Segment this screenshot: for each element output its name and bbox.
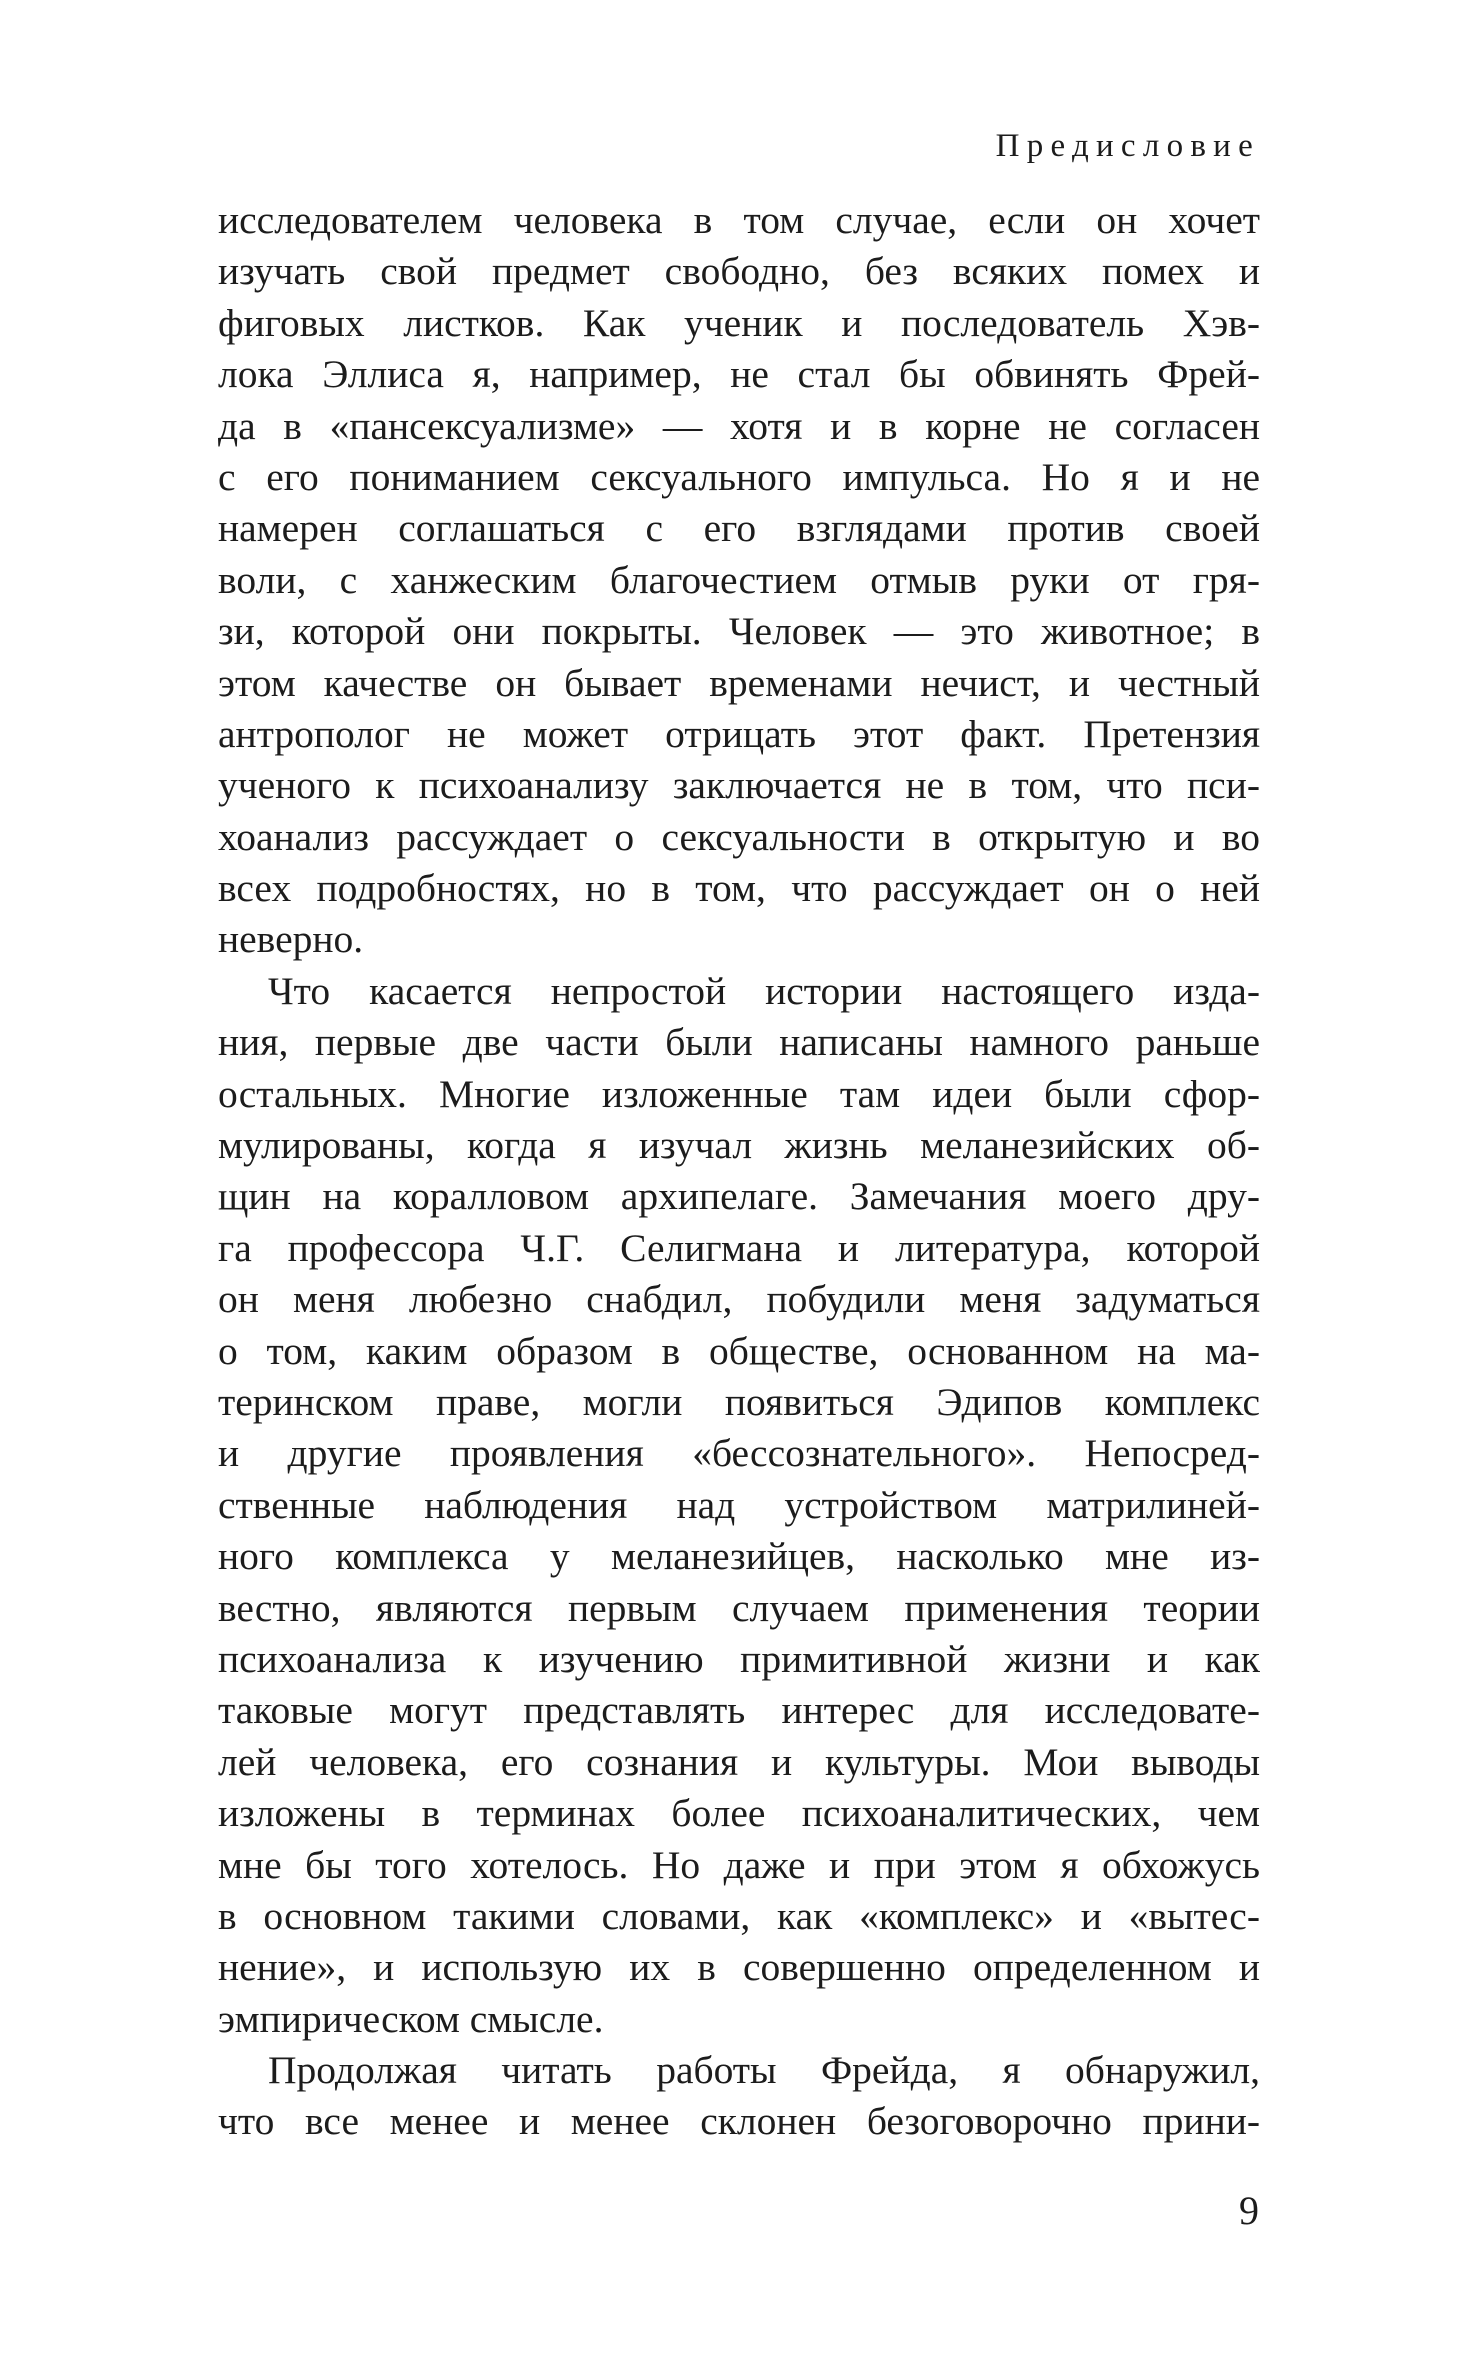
- text-line: да в «пансексуализме» — хотя и в корне не согласен: [218, 403, 1260, 448]
- text-line: неверно.: [218, 917, 364, 962]
- text-line: воли, с ханжеским благочестием отмыв руки от гря-: [218, 557, 1260, 602]
- text-line: мне бы того хотелось. Но даже и при этом я обхожусь: [218, 1842, 1260, 1887]
- text-line: с его пониманием сексуального импульса. Но я и не: [218, 454, 1260, 499]
- text-line: лей человека, его сознания и культуры. Мои выводы: [218, 1739, 1260, 1784]
- text-line: ния, первые две части были написаны намного раньше: [218, 1020, 1260, 1065]
- text-line: Продолжая читать работы Фрейда, я обнаружил,: [268, 2048, 1260, 2093]
- text-line: ственные наблюдения над устройством матрилиней-: [218, 1482, 1260, 1527]
- text-line: остальных. Многие изложенные там идеи были сфор-: [218, 1071, 1260, 1116]
- text-line: зи, которой они покрыты. Человек — это животное; в: [218, 609, 1260, 654]
- text-line: нение», и использую их в совершенно определенном и: [218, 1945, 1260, 1990]
- text-line: этом качестве он бывает временами нечист, и честный: [218, 660, 1260, 705]
- text-line: Что касается непростой истории настоящего изда-: [268, 968, 1260, 1013]
- page-number: 9: [1239, 2188, 1259, 2233]
- running-head-title: Предисловие: [995, 128, 1260, 164]
- text-line: он меня любезно снабдил, побудили меня задуматься: [218, 1277, 1260, 1322]
- text-line: исследователем человека в том случае, если он хочет: [218, 198, 1260, 242]
- text-line: антрополог не может отрицать этот факт. Претензия: [218, 711, 1260, 756]
- text-line: в основном такими словами, как «комплекс» и «вытес-: [218, 1893, 1260, 1938]
- text-line: всех подробностях, но в том, что рассуждает он о ней: [218, 866, 1260, 911]
- text-line: щин на коралловом архипелаге. Замечания моего дру-: [218, 1174, 1260, 1219]
- text-line: ученого к психоанализу заключается не в том, что пси-: [218, 763, 1260, 808]
- text-line: психоанализа к изучению примитивной жизни и как: [218, 1636, 1260, 1681]
- text-line: мулированы, когда я изучал жизнь меланезийских об-: [218, 1123, 1260, 1168]
- text-line: о том, каким образом в обществе, основанном на ма-: [218, 1328, 1260, 1373]
- text-line: теринском праве, могли появиться Эдипов комплекс: [218, 1379, 1260, 1424]
- text-line: хоанализ рассуждает о сексуальности в открытую и во: [218, 814, 1260, 859]
- text-line: и другие проявления «бессознательного». Непосред-: [218, 1431, 1260, 1476]
- text-line: вестно, являются первым случаем применения теории: [218, 1585, 1260, 1630]
- text-line: изложены в терминах более психоаналитических, чем: [218, 1791, 1260, 1836]
- text-line: что все менее и менее склонен безоговорочно прини-: [218, 2099, 1260, 2144]
- text-line: намерен соглашаться с его взглядами против своей: [218, 506, 1260, 551]
- text-line: ного комплекса у меланезийцев, насколько мне из-: [218, 1534, 1260, 1579]
- text-line: фиговых листков. Как ученик и последователь Хэв-: [218, 300, 1260, 345]
- text-line: га профессора Ч.Г. Селигмана и литература, которой: [218, 1225, 1260, 1270]
- text-line: эмпирическом смысле.: [218, 1996, 604, 2041]
- text-line: лока Эллиса я, например, не стал бы обвинять Фрей-: [218, 352, 1260, 397]
- text-line: таковые могут представлять интерес для исследовате-: [218, 1688, 1260, 1733]
- text-line: изучать свой предмет свободно, без всяких помех и: [218, 249, 1260, 294]
- body-text: [218, 195, 1260, 2148]
